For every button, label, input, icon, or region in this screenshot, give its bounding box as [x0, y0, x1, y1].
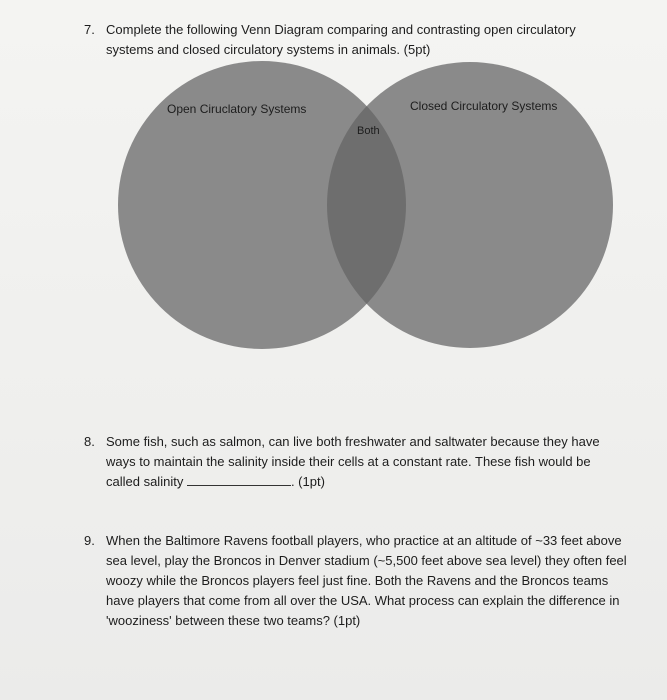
question-9 [84, 531, 629, 631]
venn-label-open: Open Ciruclatory Systems [167, 102, 307, 116]
question-text-before: Some fish, such as salmon, can live both freshwater and saltwater because they have ways to maintain the salinity inside their cells at a constant rate. These fish would be called salinity [106, 434, 600, 489]
question-text: When the Baltimore Ravens football players, who practice at an altitude of ~33 feet above sea level, play the Broncos in Denver stadium (~5,500 feet above sea level) they often feel woozy while the Broncos players feel just fine. Both the Ravens and the Broncos teams have players that come from all over the USA. What process can explain the difference in 'wooziness' between these two teams? (1pt) [106, 533, 627, 628]
question-number: 9. [84, 533, 95, 548]
question-text: Complete the following Venn Diagram comparing and contrasting open circulatory systems and closed circulatory systems in animals. (5pt) [106, 22, 576, 57]
question-number: 7. [84, 22, 95, 37]
question-number: 8. [84, 434, 95, 449]
question-text-after: . (1pt) [290, 474, 325, 489]
question-text [106, 432, 624, 492]
venn-label-closed: Closed Circulatory Systems [410, 99, 558, 113]
venn-label-both: Both [357, 125, 380, 137]
answer-blank[interactable] [187, 473, 291, 486]
question-8 [84, 432, 624, 492]
